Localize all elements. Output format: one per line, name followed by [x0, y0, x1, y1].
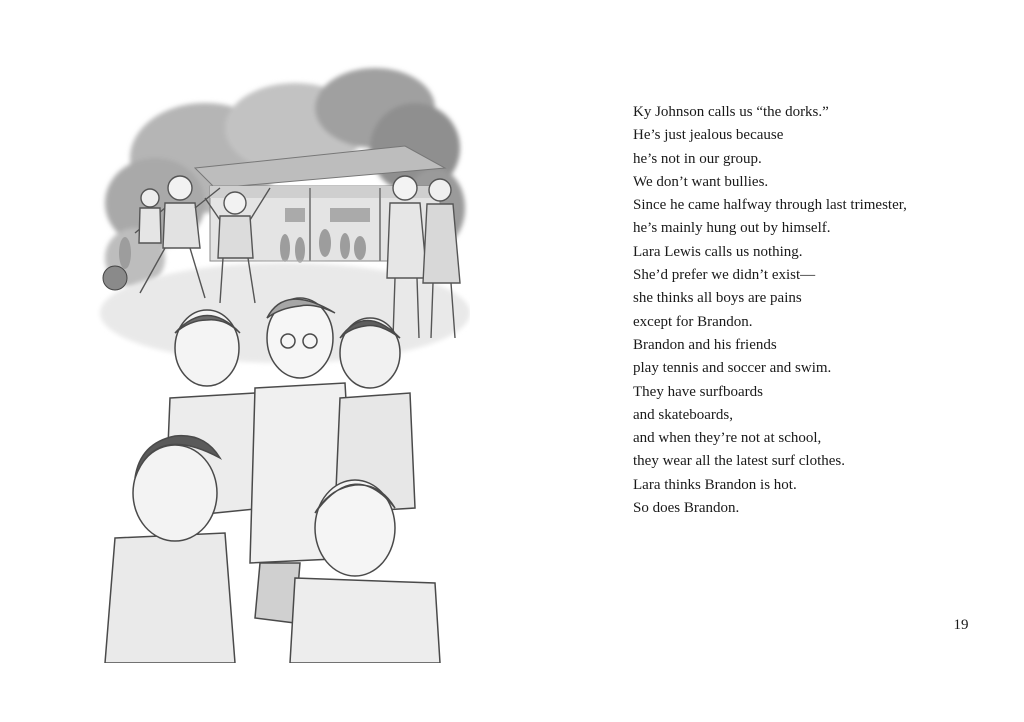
poem-line: they wear all the latest surf clothes. [633, 453, 846, 470]
poem-line: play tennis and soccer and swim. [633, 360, 832, 377]
poem-line: she thinks all boys are pains [633, 290, 802, 307]
poem-line: he’s not in our group. [633, 150, 762, 167]
poem-line: He’s just jealous because [633, 127, 784, 144]
soccer-ball-icon [103, 266, 127, 290]
poem-line: Lara Lewis calls us nothing. [633, 243, 803, 260]
poem-line: Lara thinks Brandon is hot. [633, 476, 797, 493]
poem-line: She’d prefer we didn’t exist— [633, 267, 816, 284]
poem-line: and when they’re not at school, [633, 430, 822, 447]
poem-line: We don’t want bullies. [633, 173, 769, 190]
page-number: 19 [953, 617, 969, 633]
poem-line: Brandon and his friends [633, 336, 777, 353]
poem-line: They have surfboards [633, 383, 763, 400]
poem-line: he’s mainly hung out by himself. [633, 220, 831, 237]
poem-line: and skateboards, [633, 406, 733, 423]
poem-text [633, 101, 993, 520]
foreground-boys [105, 298, 440, 663]
poem-line: So does Brandon. [633, 500, 740, 517]
schoolyard-illustration [95, 38, 470, 663]
poem-line: except for Brandon. [633, 313, 753, 330]
poem-line: Since he came halfway through last trimester, [633, 197, 907, 214]
poem-line: Ky Johnson calls us “the dorks.” [633, 104, 829, 120]
